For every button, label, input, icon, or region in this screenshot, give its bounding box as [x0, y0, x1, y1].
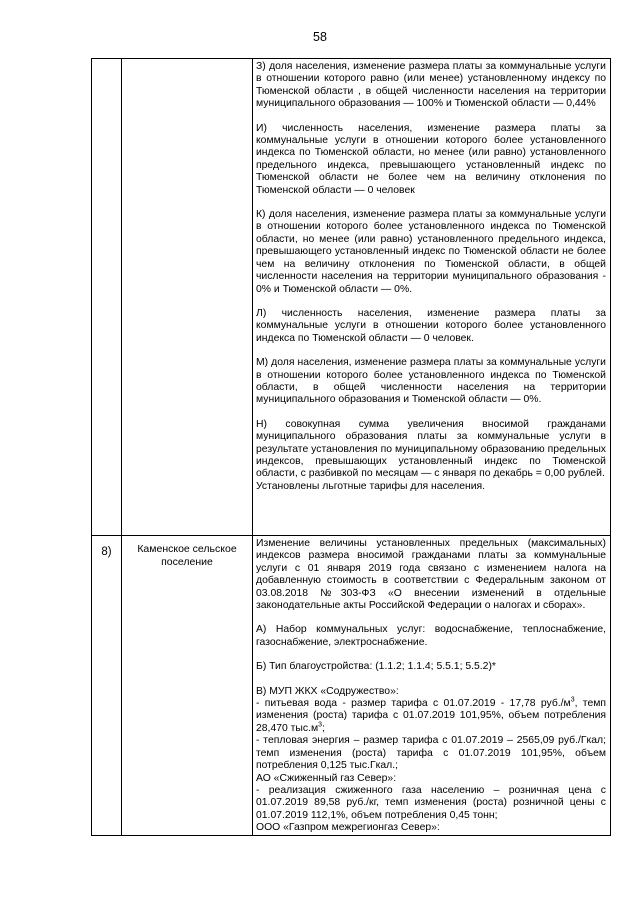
paragraph-k: К) доля населения, изменение размера платы за коммунальные услуги в отношении которого более установленного индекса по Тюменской области, но менее (или равно) установленного предельного индекса, превышающего установленный индекс по Тюменской области не более чем на величину отклонения по Тюменской области, в общей численности населения на территории муниципального образования - 0% и Тюменской области — 0%.: [256, 209, 606, 295]
paragraph-z: З) доля населения, изменение размера платы за коммунальные услуги в отношении которого равно (или менее) установленному индексу по Тюменской области , в общей численности населения на территории муниципального образования — 100% и Тюменской области — 0,44%: [256, 61, 606, 110]
settlement-name: Каменское сельское поселение: [122, 536, 253, 836]
provider-heading: АО «Сжиженный газ Север»:: [256, 772, 397, 784]
gas-tariff: - реализация сжиженного газа населению – розничная цена с 01.07.2019 89,58 руб./кг, темп изменения (роста) розничной цены с 01.07.2019 112,1%, объем потребления 0,45 тонн;: [256, 784, 606, 821]
settlement-cell: [122, 59, 253, 536]
table-row: [92, 59, 611, 536]
paragraph-m: М) доля населения, изменение размера платы за коммунальные услуги в отношении которого более установленного индекса по Тюменской области, в общей численности населения на территории муниципального образования и Тюменской области — 0%.: [256, 357, 606, 406]
closing-line: Установлены льготные тарифы для населения.: [256, 480, 486, 492]
intro-paragraph: Изменение величины установленных предельных (максимальных) индексов размера вносимой гражданами платы за коммунальные услуги с 01 января 2019 года связано с изменением налога на добавленную стоимость в соответствии с Федеральным законом от 03.08.2018 №303-ФЗ «О внесении изменений в отдельные законодательные акты Российской Федерации о налогах и сборах».: [256, 538, 606, 612]
water-tariff: - питьевая вода - размер тарифа с 01.07.2019 - 17,78 $руб./м^3$, темп изменения (роста) тарифа с 01.07.2019 101,95%, объем потребления 28,470 $тыс.м^3$;: [256, 696, 606, 734]
provider-heading: ООО «Газпром межрегионгаз Север»:: [256, 822, 440, 834]
table-row: [92, 536, 611, 836]
page-number: 58: [313, 30, 327, 44]
improvement-type: Б) Тип благоустройства: (1.1.2; 1.1.4; 5.5.1; 5.5.2)*: [256, 661, 496, 673]
services-paragraph: А) Набор коммунальных услуг: водоснабжение, теплоснабжение, газоснабжение, электроснабжение.: [256, 624, 606, 648]
row-number-cell: [92, 59, 122, 536]
content-cell: [253, 59, 611, 536]
data-table: [91, 58, 611, 836]
paragraph-i: И) численность населения, изменение размера платы за коммунальные услуги в отношении которого более установленного индекса по Тюменской области, но менее (или равно) установленного предельного индекса, превышающего установленный индекс по Тюменской области не более чем на величину отклонения по Тюменской области — 0 человек: [256, 122, 606, 196]
heat-tariff: - тепловая энергия – размер тарифа с 01.07.2019 – 2565,09 руб./Гкал; темп изменения (роста) тарифа с 01.07.2019 101,95%, объем потребления 0,125 тыс.Гкал.;: [256, 735, 606, 772]
paragraph-n: Н) совокупная сумма увеличения вносимой гражданами муниципального образования платы за коммунальные услуги в результате установления по муниципальному образованию предельных индексов, превышающих установленный индекс по Тюменской области, с разбивкой по месяцам — с января по декабрь = 0,00 рублей.: [256, 418, 606, 480]
content-cell: [253, 536, 611, 836]
provider-heading: В) МУП ЖКХ «Содружество»:: [256, 685, 399, 697]
paragraph-l: Л) численность населения, изменение размера платы за коммунальные услуги в отношении которого более установленного индекса по Тюменской области — 0 человек.: [256, 307, 606, 344]
row-number: 8): [92, 536, 122, 836]
